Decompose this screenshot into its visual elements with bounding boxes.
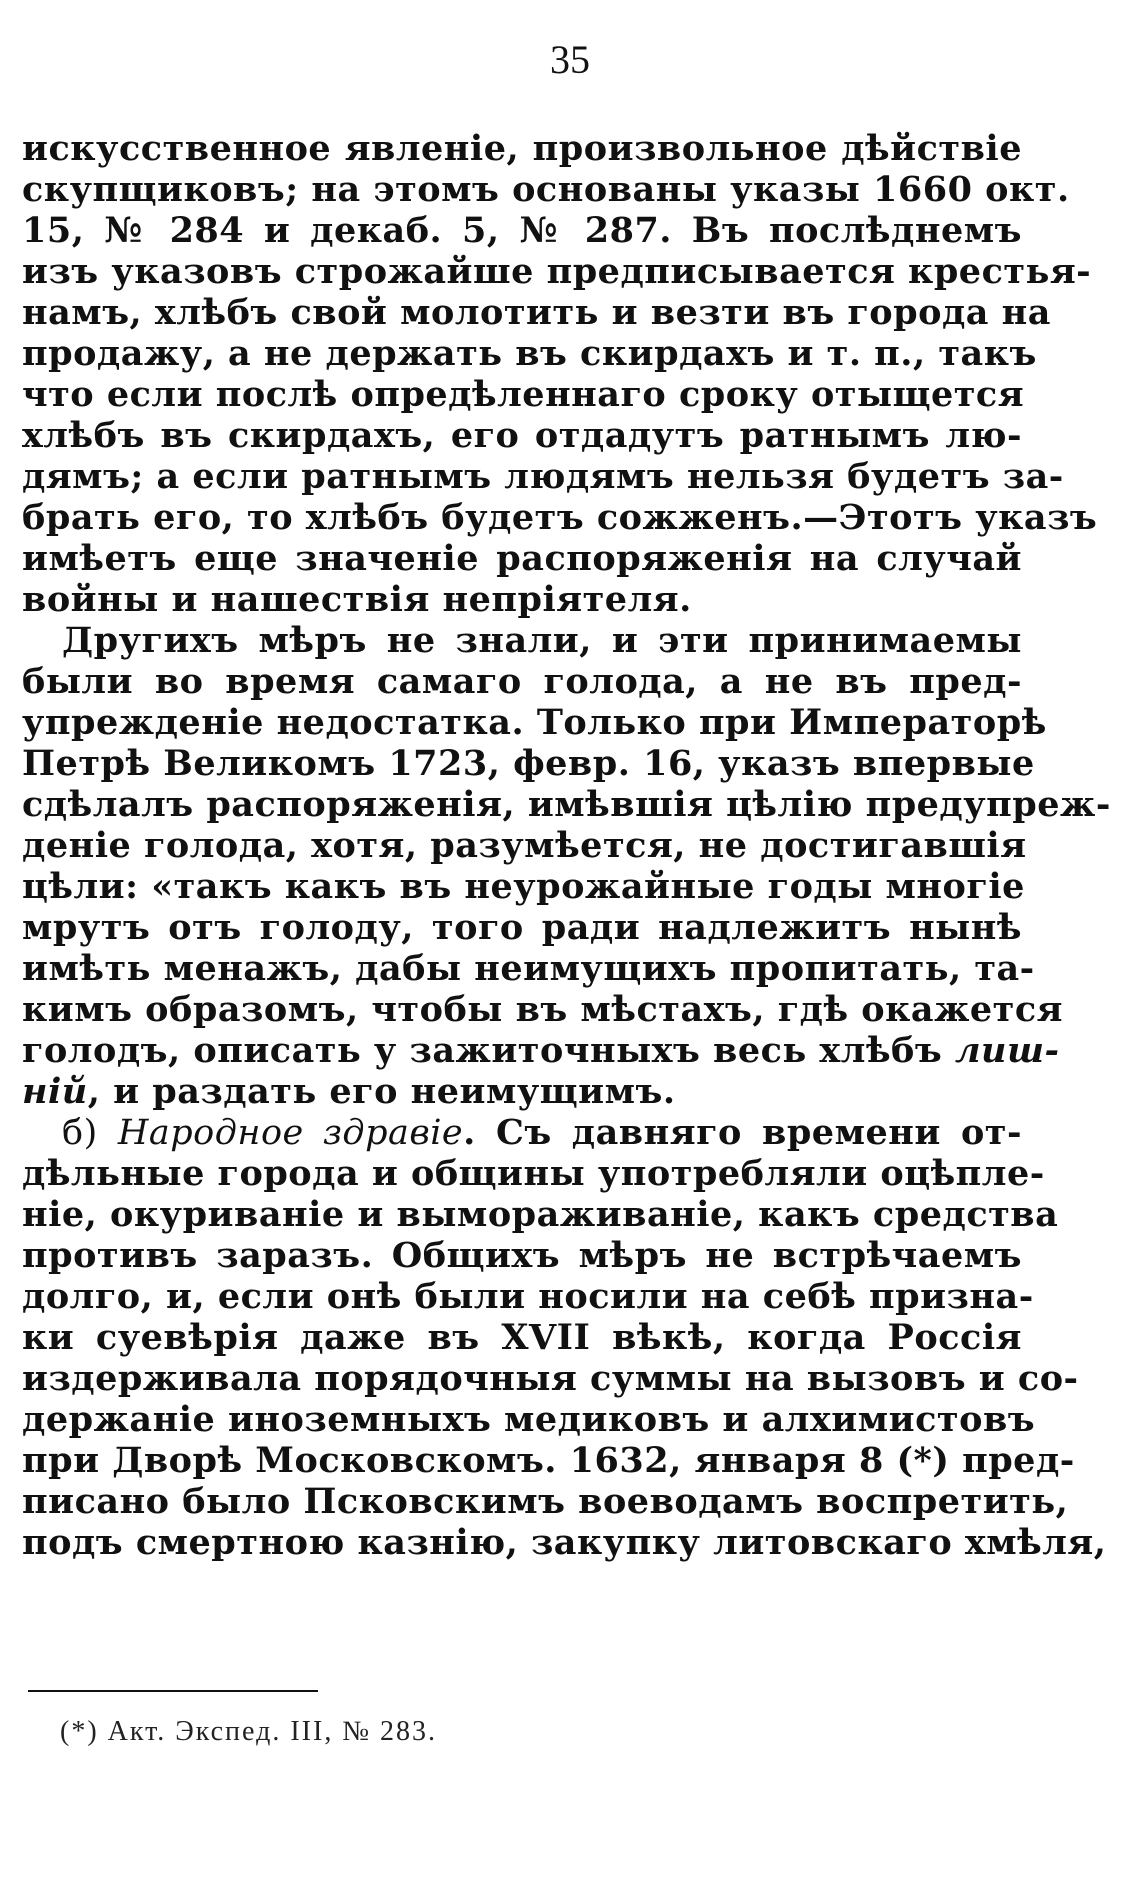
text-line: ніе, окуриваніе и вымораживаніе, какъ средства — [22, 1194, 1059, 1235]
text-line: писано было Псковскимъ воеводамъ воспретить, — [22, 1481, 1069, 1522]
italic-word: лиш- — [954, 1030, 1060, 1071]
footnote: (*) Акт. Экспед. III, № 283. — [60, 1716, 438, 1747]
italic-word: ній — [22, 1071, 88, 1112]
text-line: при Дворѣ Московскомъ. 1632, января 8 (*) пред- — [22, 1440, 1075, 1481]
text-line: противъ заразъ. Общихъ мѣръ не встрѣчаемъ — [22, 1235, 1022, 1276]
text-line: что если послѣ опредѣленнаго сроку отыщется — [22, 374, 1025, 415]
paragraph-2 — [22, 620, 1111, 1112]
text-line: брать его, то хлѣбъ будетъ сожженъ.—Этотъ указъ — [22, 497, 1098, 538]
page-number: 35 — [550, 37, 590, 82]
text-line: 15, № 284 и декаб. 5, № 287. Въ послѣднемъ — [22, 210, 1022, 251]
text-segment: , и раздать его неимущимъ. — [87, 1071, 676, 1112]
text-line: подъ смертною казнію, закупку литовскаго хмѣля, — [22, 1522, 1107, 1563]
text-line: мрутъ отъ голоду, того ради надлежитъ нынѣ — [22, 907, 1022, 948]
text-line: кимъ образомъ, чтобы въ мѣстахъ, гдѣ окажется — [22, 989, 1064, 1030]
text-line: были во время самаго голода, а не въ пред- — [22, 661, 1022, 702]
text-line: ки суевѣрія даже въ XVII вѣкѣ, когда Россія — [22, 1317, 1022, 1358]
text-line — [22, 1112, 1022, 1153]
text-line: долго, и, если онѣ были носили на себѣ призна- — [22, 1276, 1034, 1317]
text-line: цѣли: «такъ какъ въ неурожайные годы многіе — [22, 866, 1025, 907]
text-line: войны и нашествія непріятеля. — [22, 579, 692, 620]
text-line: сдѣлалъ распоряженія, имѣвшія цѣлію предупреж- — [22, 784, 1111, 825]
text-segment: голодъ, описать у зажиточныхъ весь хлѣбъ — [22, 1030, 943, 1071]
text-line: скупщиковъ; на этомъ основаны указы 1660 окт. — [22, 169, 1070, 210]
text-line: Петрѣ Великомъ 1723, февр. 16, указъ впервые — [22, 743, 1035, 784]
text-line: искусственное явленіе, произвольное дѣйствіе — [22, 128, 1022, 169]
text-line: упрежденіе недостатка. Только при Императорѣ — [22, 702, 1047, 743]
text-line: Другихъ мѣръ не знали, и эти принимаемы — [62, 620, 1022, 661]
text-line: дѣльные города и общины употребляли оцѣпле- — [22, 1153, 1045, 1194]
text-line: издерживала порядочныя суммы на вызовъ и со- — [22, 1358, 1079, 1399]
paragraph-1 — [22, 128, 1098, 620]
section-title: Народное здравіе — [117, 1113, 464, 1153]
text-line: держаніе иноземныхъ медиковъ и алхимистовъ — [22, 1399, 1036, 1440]
text-line — [22, 1071, 1022, 1112]
text-line: дямъ; а если ратнымъ людямъ нельзя будетъ за- — [22, 456, 1064, 497]
text-line: хлѣбъ въ скирдахъ, его отдадутъ ратнымъ лю- — [22, 415, 1022, 456]
text-line: имѣть менажъ, дабы неимущихъ пропитать, та- — [22, 948, 1035, 989]
text-line: деніе голода, хотя, разумѣется, не достигавшія — [22, 825, 1027, 866]
footnote-divider — [28, 1690, 318, 1692]
section-label: б) — [62, 1113, 98, 1153]
text-line: изъ указовъ строжайше предписывается крестья- — [22, 251, 1092, 292]
text-line — [22, 1030, 1060, 1071]
paragraph-3 — [22, 1112, 1107, 1563]
body-text — [22, 128, 1111, 1563]
text-segment: . Съ давняго времени от- — [463, 1112, 1023, 1153]
text-line: имѣетъ еще значеніе распоряженія на случай — [22, 538, 1022, 579]
text-line: продажу, а не держать въ скирдахъ и т. п., такъ — [22, 333, 1037, 374]
text-line: намъ, хлѣбъ свой молотить и везти въ города на — [22, 292, 1051, 333]
